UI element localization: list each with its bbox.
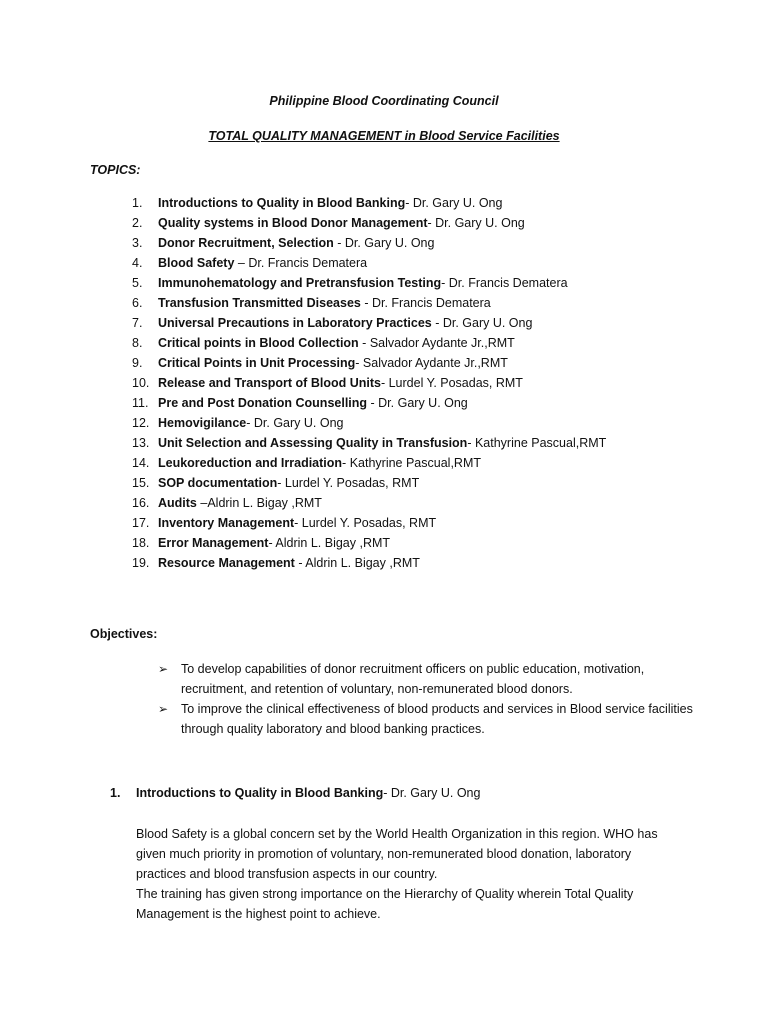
arrow-bullet-icon: ➢ [158, 702, 169, 716]
topic-item: 8. Critical points in Blood Collection - Salvador Aydante Jr.,RMT [132, 336, 515, 350]
topics-list [132, 193, 606, 573]
paragraph: The training has given strong importance on the Hierarchy of Quality wherein Total Quality Management is the highest point to achieve. [136, 887, 634, 921]
topic-item: 9. Critical Points in Unit Processing- Salvador Aydante Jr.,RMT [132, 356, 508, 370]
topic-item: 12. Hemovigilance- Dr. Gary U. Ong [132, 416, 344, 430]
topic-item: 5. Immunohematology and Pretransfusion Testing- Dr. Francis Dematera [132, 276, 568, 290]
topic-item: 16. Audits –Aldrin L. Bigay ,RMT [132, 496, 322, 510]
objectives-heading: Objectives: [90, 627, 158, 641]
topics-heading: TOPICS: [90, 163, 141, 177]
section-body [136, 824, 676, 924]
topic-item: 1. Introductions to Quality in Blood Banking- Dr. Gary U. Ong [132, 196, 503, 210]
topic-item: 19. Resource Management - Aldrin L. Bigay ,RMT [132, 556, 420, 570]
objectives-list [158, 659, 698, 739]
objective-item [158, 699, 698, 739]
section-heading: 1. Introductions to Quality in Blood Banking- Dr. Gary U. Ong [110, 786, 481, 800]
topic-item: 6. Transfusion Transmitted Diseases - Dr. Francis Dematera [132, 296, 491, 310]
topic-item: 17. Inventory Management- Lurdel Y. Posadas, RMT [132, 516, 437, 530]
document-subtitle: TOTAL QUALITY MANAGEMENT in Blood Service Facilities [208, 129, 560, 143]
objective-item [158, 659, 698, 699]
document-title: Philippine Blood Coordinating Council [269, 94, 499, 108]
topic-item: 11. Pre and Post Donation Counselling - Dr. Gary U. Ong [132, 396, 468, 410]
topic-item: 18. Error Management- Aldrin L. Bigay ,RMT [132, 536, 391, 550]
topic-item: 4. Blood Safety – Dr. Francis Dematera [132, 256, 368, 270]
topic-item: 3. Donor Recruitment, Selection - Dr. Gary U. Ong [132, 236, 435, 250]
topic-item: 10. Release and Transport of Blood Units- Lurdel Y. Posadas, RMT [132, 376, 523, 390]
topic-item: 15. SOP documentation- Lurdel Y. Posadas, RMT [132, 476, 420, 490]
topic-item: 14. Leukoreduction and Irradiation- Kathyrine Pascual,RMT [132, 456, 481, 470]
arrow-bullet-icon: ➢ [158, 662, 169, 676]
objective-text: To develop capabilities of donor recruitment officers on public education, motivation, recruitment, and retention of voluntary, non-remunerated blood donors. [181, 662, 645, 696]
objective-text: To improve the clinical effectiveness of blood products and services in Blood service facilities through quality laboratory and blood banking practices. [181, 702, 693, 736]
topic-item: 7. Universal Precautions in Laboratory Practices - Dr. Gary U. Ong [132, 316, 533, 330]
paragraph: Blood Safety is a global concern set by the World Health Organization in this region. WHO has given much priority in promotion of voluntary, non-remunerated blood donation, laboratory practices and blood transfusion aspects in our country. [136, 827, 658, 881]
topic-item: 2. Quality systems in Blood Donor Management- Dr. Gary U. Ong [132, 216, 525, 230]
topic-item: 13. Unit Selection and Assessing Quality in Transfusion- Kathyrine Pascual,RMT [132, 436, 607, 450]
